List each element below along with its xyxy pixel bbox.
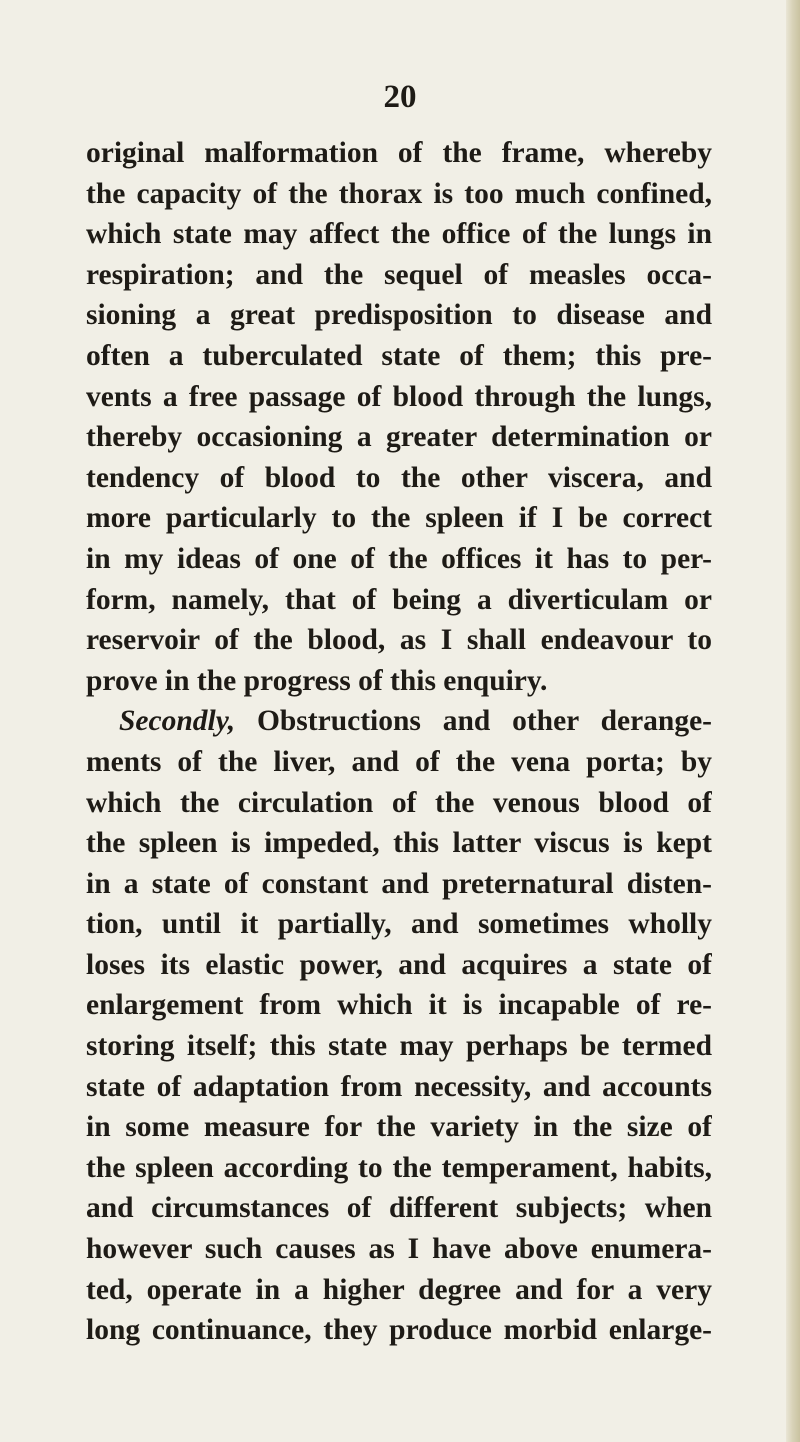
text-line: and circumstances of different subjects; when [86, 1192, 712, 1225]
text-line: reservoir of the blood, as I shall endeavour to [86, 624, 712, 657]
text-line: the spleen is impeded, this latter viscus is kept [86, 827, 712, 860]
text-line: ments of the liver, and of the vena porta; by [86, 745, 712, 778]
text-line-paragraph-start [86, 701, 712, 742]
page-number: 20 [383, 79, 417, 115]
text-line: thereby occasioning a greater determination or [86, 421, 712, 454]
text-line: the spleen according to the temperament, habits, [86, 1151, 712, 1184]
text-line: prove in the progress of this enquiry. [86, 664, 548, 697]
text-line: however such causes as I have above enumera- [86, 1233, 712, 1266]
text-line: respiration; and the sequel of measles occa- [86, 258, 712, 291]
text-line: loses its elastic power, and acquires a state of [86, 948, 712, 981]
text-line: ted, operate in a higher degree and for a very [86, 1273, 712, 1306]
body-text [86, 133, 712, 1351]
text-line-rest: Obstructions and other derange- [256, 705, 712, 738]
text-line: which the circulation of the venous blood of [86, 786, 712, 819]
text-line: in a state of constant and preternatural disten- [86, 867, 712, 900]
text-line: more particularly to the spleen if I be correct [86, 502, 712, 535]
text-line: long continuance, they produce morbid enlarge- [86, 1314, 712, 1347]
page-edge [786, 0, 800, 1442]
text-line: original malformation of the frame, whereby [86, 137, 712, 169]
text-line: which state may affect the office of the lungs in [86, 218, 712, 251]
text-line: often a tuberculated state of them; this pre- [86, 339, 712, 372]
text-line: state of adaptation from necessity, and accounts [86, 1070, 712, 1103]
text-line: tion, until it partially, and sometimes wholly [86, 908, 712, 941]
text-line: sioning a great predisposition to disease and [86, 299, 712, 332]
text-line: the capacity of the thorax is too much confined, [86, 177, 712, 210]
text-line: tendency of blood to the other viscera, and [86, 461, 712, 494]
text-line: in some measure for the variety in the size of [86, 1111, 712, 1144]
text-line: in my ideas of one of the offices it has to per- [86, 542, 712, 575]
text-line: form, namely, that of being a diverticulam or [86, 583, 712, 616]
text-line: vents a free passage of blood through the lungs, [86, 380, 712, 413]
emphasis-secondly: Secondly, [119, 705, 236, 738]
text-line: storing itself; this state may perhaps be termed [86, 1030, 712, 1063]
text-line: enlargement from which it is incapable of re- [86, 989, 712, 1022]
